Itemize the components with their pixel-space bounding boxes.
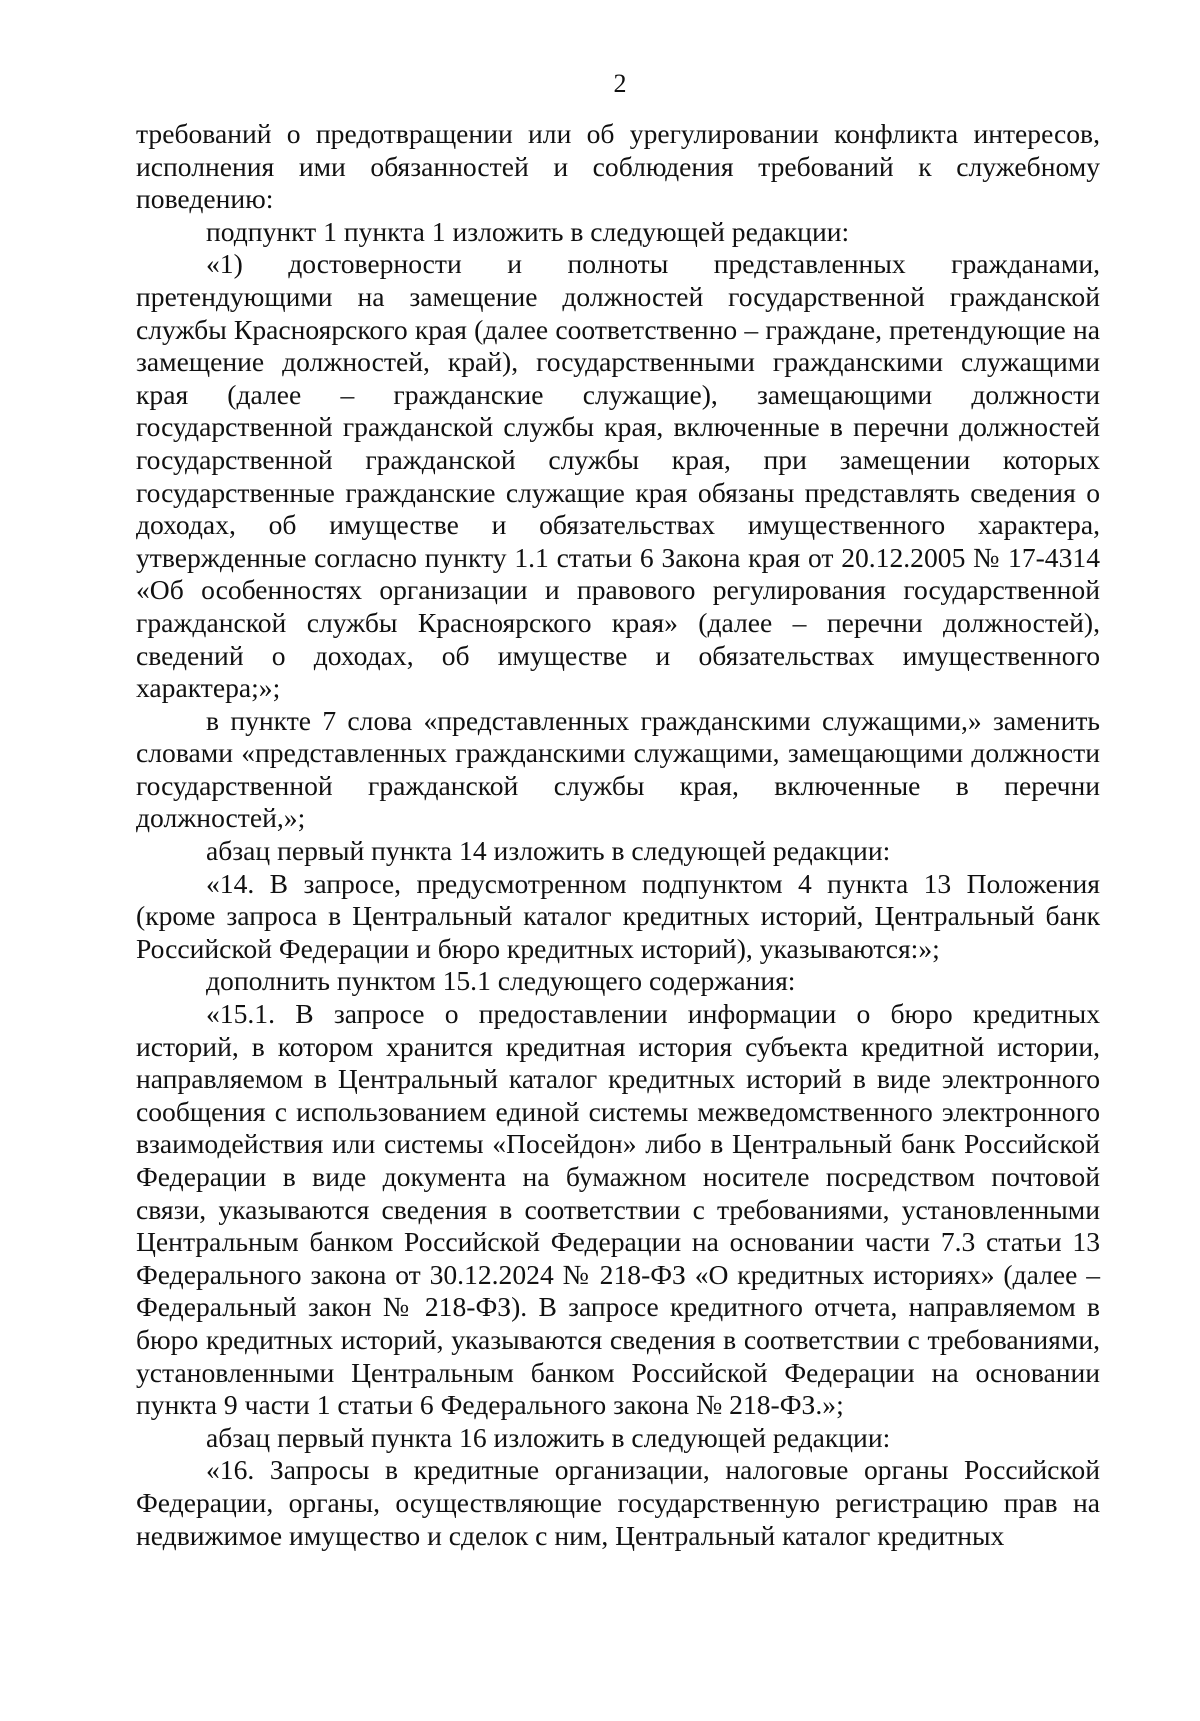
paragraph-point-15-1-text: «15.1. В запросе о предоставлении информации о бюро кредитных историй, в котором хранится кредитная история субъекта кредитной истории, направляемом в Центральный каталог кредитных историй в виде электронного сообщения с использованием единой системы межведомственного электронного взаимодействия или системы «Посейдон» либо в Центральный банк Российской Федерации в виде документа на бумажном носителе посредством почтовой связи, указываются сведения в соответствии с требованиями, установленными Центральным банком Российской Федерации на основании части 7.3 статьи 13 Федерального закона от 30.12.2024 № 218-ФЗ «О кредитных историях» (далее – Федеральный закон № 218-ФЗ). В запросе кредитного отчета, направляемом в бюро кредитных историй, указываются сведения в соответствии с требованиями, установленными Центральным банком Российской Федерации на основании пункта 9 части 1 статьи 6 Федерального закона № 218-ФЗ.»; [136,998,1100,1421]
paragraph-point-15-1-intro: дополнить пунктом 15.1 следующего содержания: [206,965,796,997]
paragraph-point-16-text: «16. Запросы в кредитные организации, налоговые органы Российской Федерации, органы, осуществляющие государственную регистрацию прав на недвижимое имущество и сделок с ним, Центральный каталог кредитных [136,1454,1100,1551]
paragraph-point-16-intro: абзац первый пункта 16 изложить в следующей редакции: [206,1421,891,1453]
paragraph-point-7: в пункте 7 слова «представленных гражданскими служащими,» заменить словами «представленных гражданскими служащими, замещающими должности государственной гражданской службы края, включенные в перечни должностей,»; [136,704,1100,834]
paragraph-continuation: требований о предотвращении или об урегулировании конфликта интересов, исполнения ими обязанностей и соблюдения требований к служебному поведению: [136,118,1100,215]
paragraph-point-14-text: «14. В запросе, предусмотренном подпунктом 4 пункта 13 Положения (кроме запроса в Центральный каталог кредитных историй, Центральный банк Российской Федерации и бюро кредитных историй), указываются:»; [136,867,1100,964]
document-body [136,118,1100,1552]
paragraph-point-14-intro: абзац первый пункта 14 изложить в следующей редакции: [206,835,891,867]
paragraph-subpoint-1-text: «1) достоверности и полноты представленных гражданами, претендующими на замещение должностей государственной гражданской службы Красноярского края (далее соответственно – граждане, претендующие на замещение должностей, край), государственными гражданскими служащими края (далее – гражданские служащие), замещающими должности государственной гражданской службы края, включенные в перечни должностей государственной гражданской службы края, при замещении которых государственные гражданские служащие края обязаны представлять сведения о доходах, об имуществе и обязательствах имущественного характера, утвержденные согласно пункту 1.1 статьи 6 Закона края от 20.12.2005 № 17-4314 «Об особенностях организации и правового регулирования государственной гражданской службы Красноярского края» (далее – перечни должностей), сведений о доходах, об имуществе и обязательствах имущественного характера;»; [136,248,1100,704]
page-number: 2 [613,69,627,98]
paragraph-subpoint-1-intro: подпункт 1 пункта 1 изложить в следующей редакции: [206,215,850,247]
